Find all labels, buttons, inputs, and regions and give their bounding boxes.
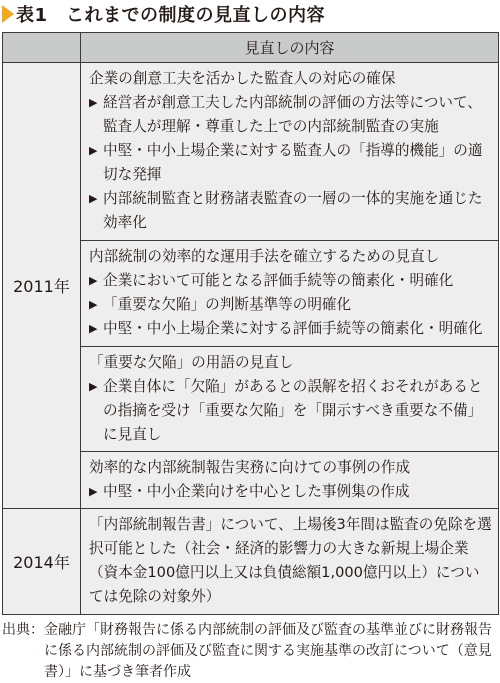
source-note xyxy=(2,620,498,683)
content-cell xyxy=(81,346,499,452)
bullet-marker-icon: ▶ xyxy=(89,144,98,157)
content-cell xyxy=(81,452,499,509)
bullet-text: 中堅・中小企業向けを中心とした事例集の作成 xyxy=(103,483,410,501)
triangle-right-icon xyxy=(2,5,14,23)
source-text: 金融庁「財務報告に係る内部統制の評価及び監査の基準並びに財務報告に係る内部統制の評価及び監査に関する実施基準の改訂について（意見書）」に基づき筆者作成 xyxy=(44,622,492,680)
bullet-text: 「重要な欠陥」の判断基準等の明確化 xyxy=(103,295,352,313)
bullet-marker-icon: ▶ xyxy=(89,273,98,287)
bullet-marker-icon: ▶ xyxy=(89,96,98,109)
section-heading: 企業の創意工夫を活かした監査人の対応の確保 xyxy=(89,70,396,87)
content-cell xyxy=(81,240,499,346)
bullet-text: 中堅・中小上場企業に対する評価手続等の簡素化・明確化 xyxy=(103,319,483,337)
bullet-item xyxy=(89,139,492,187)
section-heading: 「重要な欠陥」の用語の見直し xyxy=(89,353,294,371)
content-cell xyxy=(81,509,499,615)
section-heading: 効率的な内部統制報告実務に向けての事例の作成 xyxy=(89,459,411,477)
bullet-marker-icon: ▶ xyxy=(89,379,98,393)
year-cell-2014: 2014年 xyxy=(3,509,81,615)
table-row xyxy=(3,63,499,241)
bullet-text: 内部統制監査と財務諸表監査の一層の一体的実施を通じた効率化 xyxy=(103,190,483,231)
bullet-item xyxy=(89,317,492,341)
header-year-cell xyxy=(3,33,81,63)
bullet-marker-icon: ▶ xyxy=(89,297,98,311)
bullet-item xyxy=(89,269,492,293)
bullet-marker-icon: ▶ xyxy=(89,192,98,205)
bullet-marker-icon: ▶ xyxy=(89,321,98,335)
header-content-cell: 見直しの内容 xyxy=(81,33,499,63)
bullet-item xyxy=(89,293,492,317)
bullet-marker-icon: ▶ xyxy=(89,485,98,499)
bullet-text: 中堅・中小上場企業に対する監査人の「指導的機能」の適切な発揮 xyxy=(103,142,483,183)
table-header-row xyxy=(3,33,499,63)
year-cell-2011: 2011年 xyxy=(3,63,81,509)
bullet-item xyxy=(89,480,492,504)
bullet-item xyxy=(89,375,492,447)
section-text: 「内部統制報告書」について、上場後3年間は監査の免除を選択可能とした（社会・経済的影響力の大きな新規上場企業（資本金100億円以上又は負債総額1,000億円以上）については免除の対象外） xyxy=(89,516,492,606)
section-heading: 内部統制の効率的な運用手法を確立するための見直し xyxy=(89,247,440,265)
bullet-item xyxy=(89,91,492,139)
bullet-text: 企業において可能となる評価手続等の簡素化・明確化 xyxy=(103,271,454,289)
bullet-text: 企業自体に「欠陥」があるとの誤解を招くおそれがあるとの指摘を受け「重要な欠陥」を「開示すべき重要な不備」に見直し xyxy=(103,377,483,443)
table-title-text: 表1 これまでの制度の見直しの内容 xyxy=(16,5,326,26)
table-title xyxy=(2,2,325,26)
source-label: 出典： xyxy=(2,622,44,638)
revision-table xyxy=(2,32,499,615)
content-cell xyxy=(81,63,499,241)
bullet-text: 経営者が創意工夫した内部統制の評価の方法等について、監査人が理解・尊重した上での内部統制監査の実施 xyxy=(103,94,482,135)
table-row xyxy=(3,509,499,615)
bullet-item xyxy=(89,187,492,235)
